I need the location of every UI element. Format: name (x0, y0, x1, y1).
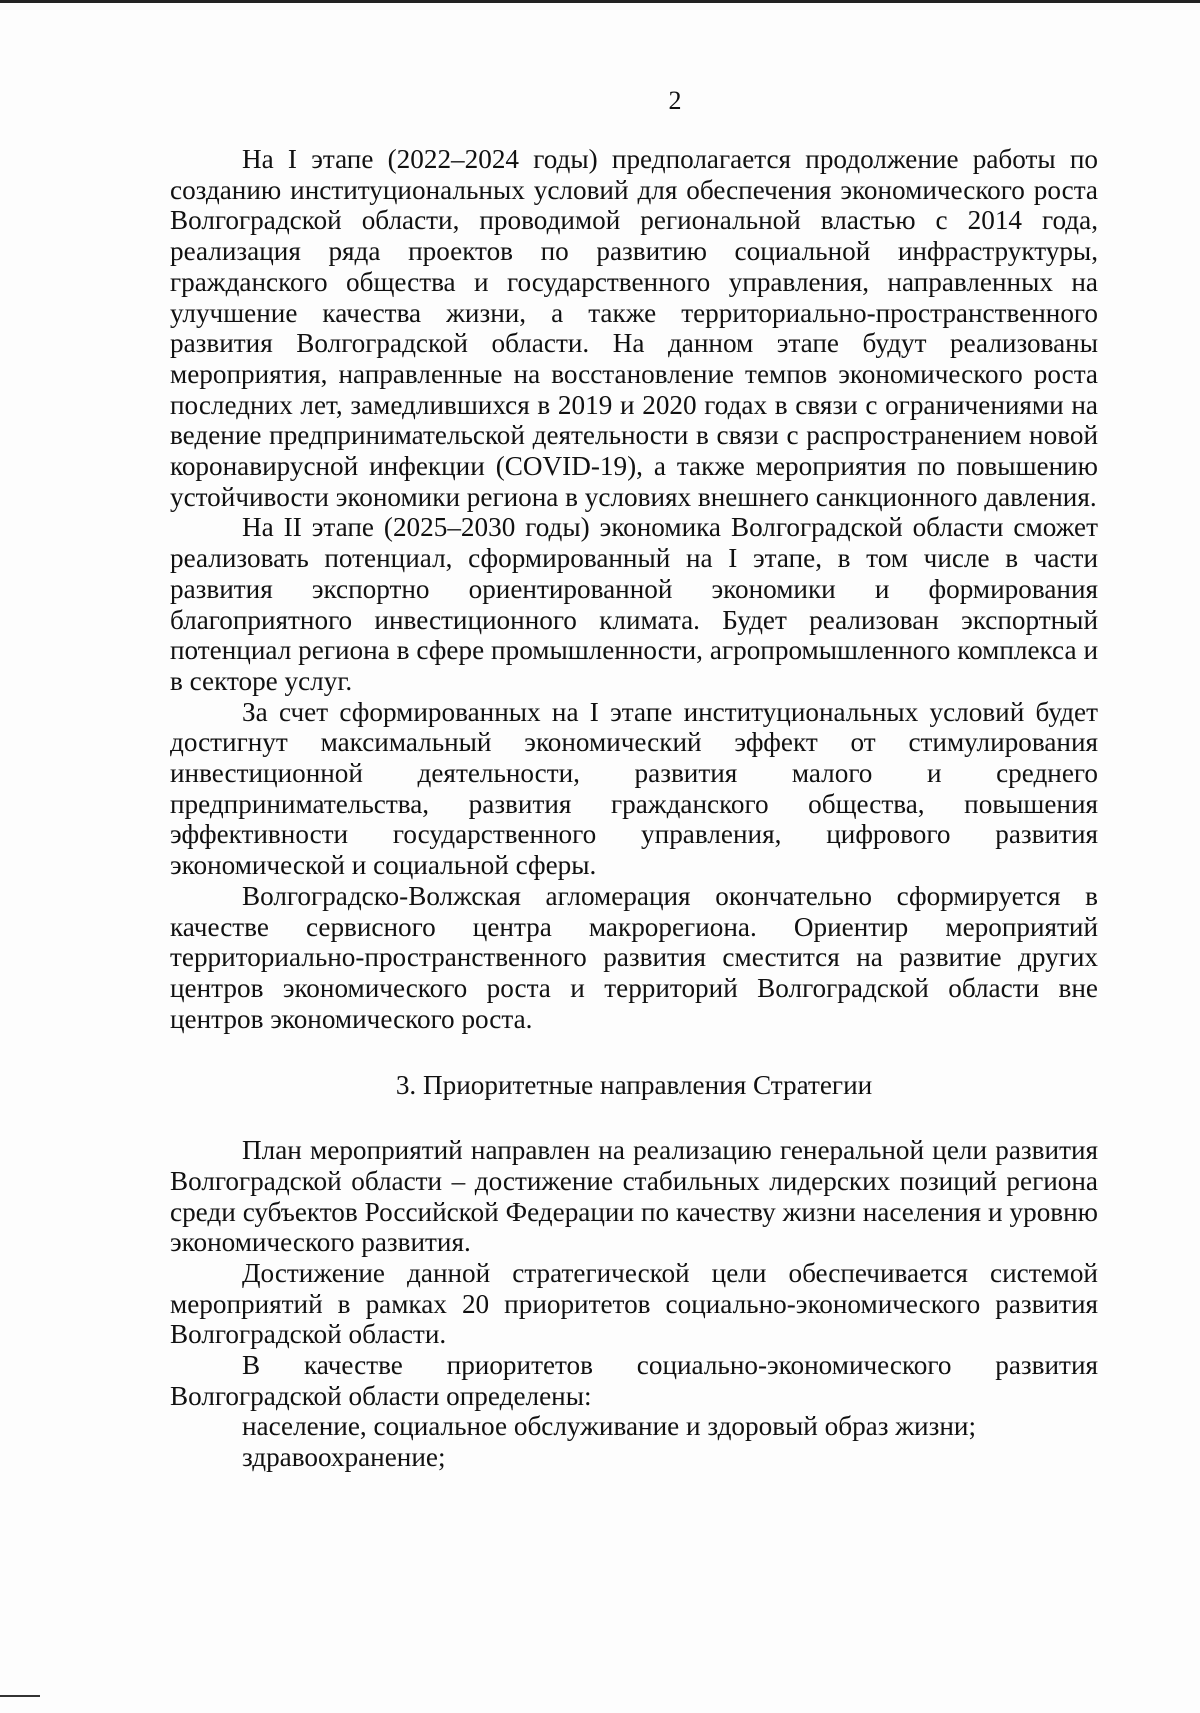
list-item: здравоохранение; (242, 1442, 446, 1473)
scan-top-edge (0, 0, 1200, 3)
page-number: 2 (668, 86, 682, 115)
document-body (170, 144, 1098, 1473)
paragraph-agglomeration: Волгоградско-Волжская агломерация окончательно сформируется в качестве сервисного центра макрорегиона. Ориентир мероприятий территориально-пространственного развития сместится на развитие других центров экономического роста и территорий Волгоградской области вне центров экономического роста. (170, 880, 1098, 1034)
paragraph-general-goal: План мероприятий направлен на реализацию генеральной цели развития Волгоградской области – достижение стабильных лидерских позиций региона среди субъектов Российской Федерации по качеству жизни населения и уровню экономического развития. (170, 1135, 1098, 1258)
list-item: население, социальное обслуживание и здоровый образ жизни; (242, 1411, 976, 1442)
paragraph-institutional-effect: За счет сформированных на I этапе институциональных условий будет достигнут максимальный экономический эффект от стимулирования инвестиционной деятельности, развития малого и среднего предпринимательства, развития гражданского общества, повышения эффективности государственного управления, цифрового развития экономической и социальной сферы. (170, 696, 1098, 881)
paragraph-stage-one: На I этапе (2022–2024 годы) предполагается продолжение работы по созданию институциональных условий для обеспечения экономического роста Волгоградской области, проводимой региональной властью с 2014 года, реализация ряда проектов по развитию социальной инфраструктуры, гражданского общества и государственного управления, направленных на улучшение качества жизни, а также территориально-пространственного развития Волгоградской области. На данном этапе будут реализованы мероприятия, направленные на восстановление темпов экономического роста последних лет, замедлившихся в 2019 и 2020 годах в связи с ограничениями на ведение предпринимательской деятельности в связи с распространением новой коронавирусной инфекции (COVID-19), а также мероприятия по повышению устойчивости экономики региона в условиях внешнего санкционного давления. (170, 144, 1098, 512)
scan-margin-mark (0, 1695, 40, 1697)
section-heading: 3. Приоритетные направления Стратегии (395, 1070, 873, 1101)
paragraph-strategic-goal: Достижение данной стратегической цели обеспечивается системой мероприятий в рамках 20 приоритетов социально-экономического развития Волгоградской области. (170, 1257, 1098, 1350)
paragraph-stage-two: На II этапе (2025–2030 годы) экономика Волгоградской области сможет реализовать потенциал, сформированный на I этапе, в том числе в части развития экспортно ориентированной экономики и формирования благоприятного инвестиционного климата. Будет реализован экспортный потенциал региона в сфере промышленности, агропромышленного комплекса и в секторе услуг. (170, 512, 1098, 696)
paragraph-priorities-intro: В качестве приоритетов социально-экономического развития Волгоградской области определены: (170, 1350, 1098, 1411)
